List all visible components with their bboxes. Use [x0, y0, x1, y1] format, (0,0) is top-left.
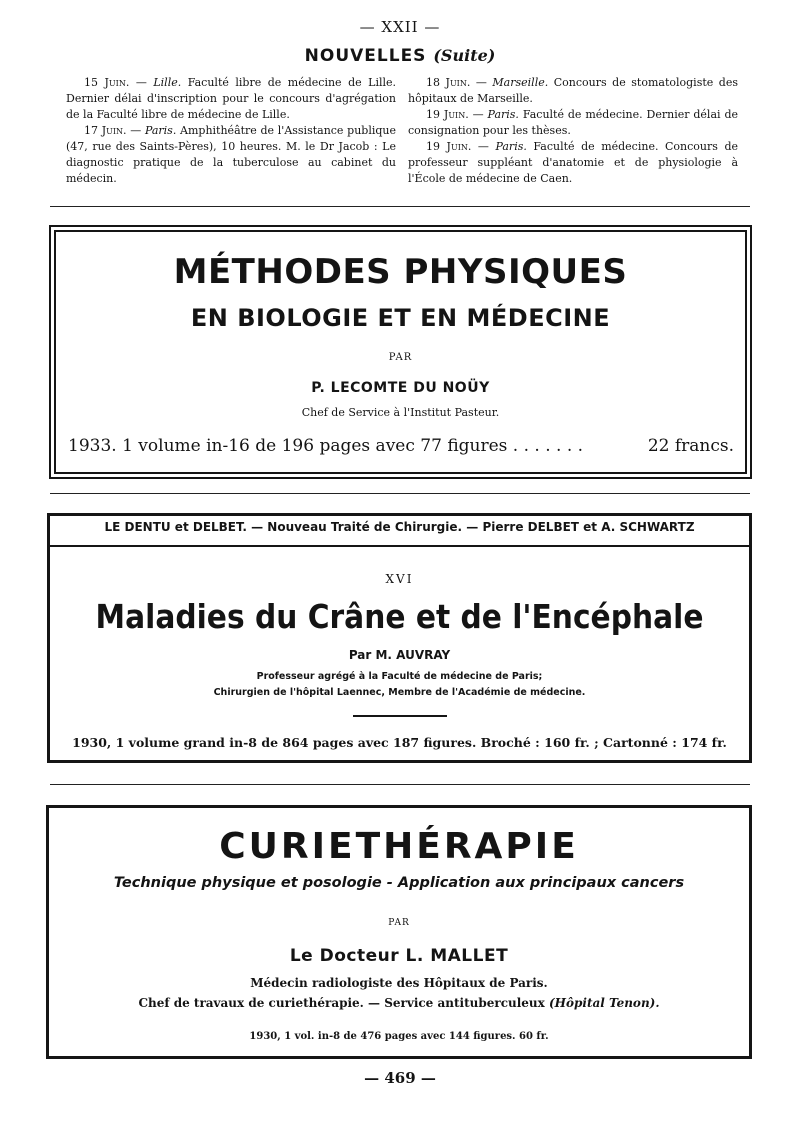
ad-curietherapie-subtitle: Technique physique et posologie - Application aux principaux cancers: [113, 875, 685, 891]
ad-methodes-role: Chef de Service à l'Institut Pasteur.: [301, 406, 500, 419]
news-sep: —: [129, 76, 154, 89]
news-date: 17 Juin.: [84, 124, 127, 137]
news-city: Lille.: [153, 76, 182, 89]
ad-methodes-price: 22 francs.: [647, 436, 734, 456]
news-date: 19 Juin.: [426, 108, 469, 121]
ad-maladies-details: 1930, 1 volume grand in-8 de 864 pages avec 187 figures. Broché : 160 fr. ; Cartonné : 174 fr.: [72, 735, 727, 750]
ad-curietherapie-role-1: Médecin radiologiste des Hôpitaux de Paris.: [250, 976, 548, 990]
news-column-left: [66, 75, 396, 187]
news-city: Paris.: [495, 140, 527, 153]
news-city: Paris.: [144, 124, 177, 137]
section-title: [0, 46, 800, 66]
news-city: Marseille.: [492, 76, 549, 89]
ad-curietherapie-role-2-text: Chef de travaux de curiethérapie. — Service antituberculeux: [138, 996, 545, 1010]
news-item: [408, 139, 738, 187]
news-sep: —: [471, 140, 496, 153]
news-sep: —: [470, 76, 493, 89]
news-text: Amphithéâtre de l'Assistance publique (47, rue des Saints-Pères), 10 heures. M. le Dr Jacob : Le diagnostic pratique de la tuberculose au cabinet du médecin.: [66, 124, 396, 185]
section-divider: [50, 784, 750, 785]
news-date: 19 Juin.: [426, 140, 472, 153]
ad-curietherapie-par: PAR: [388, 918, 410, 928]
ad-curietherapie-title: CURIETHÉRAPIE: [219, 826, 579, 867]
ad-curietherapie-hospital: (Hôpital Tenon).: [549, 996, 660, 1010]
ad-maladies-separator: [353, 715, 447, 717]
news-item: [66, 123, 396, 187]
section-title-text: NOUVELLES: [304, 46, 427, 66]
ad-maladies-frame: [47, 513, 752, 763]
section-title-suite: (Suite): [433, 46, 496, 65]
news-text: Faculté de médecine. Concours de professeur suppléant d'anatomie et de physiologie à l'École de médecine de Caen.: [408, 140, 738, 185]
page-number: — 469 —: [364, 1069, 436, 1087]
news-column-right: [408, 75, 738, 187]
ad-maladies-author: Par M. AUVRAY: [348, 648, 451, 662]
news-date: 15 Juin.: [84, 76, 130, 89]
news-sep: —: [468, 108, 488, 121]
ad-maladies-title: Maladies du Crâne et de l'Encéphale: [95, 597, 704, 636]
ad-maladies-role-1: Professeur agrégé à la Faculté de médecine de Paris;: [256, 671, 543, 682]
news-sep: —: [126, 124, 145, 137]
ad-curietherapie-author: Le Docteur L. MALLET: [289, 946, 509, 966]
ad-maladies-role-2: Chirurgien de l'hôpital Laennec, Membre de l'Académie de médecine.: [213, 687, 586, 698]
ad-maladies-volume: XVI: [385, 572, 414, 586]
news-item: [408, 107, 738, 139]
ad-methodes-title: MÉTHODES PHYSIQUES: [173, 252, 628, 292]
roman-page-number: — XXII —: [359, 18, 441, 36]
ad-maladies-series: LE DENTU et DELBET. — Nouveau Traité de Chirurgie. — Pierre DELBET et A. SCHWARTZ: [104, 520, 695, 534]
section-divider: [50, 493, 750, 494]
ad-maladies-series-rule: [50, 545, 749, 547]
news-text: Concours de stomatologiste des hôpitaux de Marseille.: [408, 76, 738, 105]
ad-curietherapie-role-2: [46, 996, 752, 1010]
ad-methodes-subtitle: EN BIOLOGIE ET EN MÉDECINE: [190, 304, 611, 332]
ad-methodes-par: PAR: [388, 352, 413, 363]
ad-methodes-details-text: 1933. 1 volume in-16 de 196 pages avec 77 figures . . . . . . .: [68, 436, 584, 456]
news-item: [66, 75, 396, 123]
section-divider: [50, 206, 750, 207]
ad-curietherapie-details: 1930, 1 vol. in-8 de 476 pages avec 144 figures. 60 fr.: [249, 1031, 549, 1042]
news-text: Faculté de médecine. Dernier délai de consignation pour les thèses.: [408, 108, 738, 137]
news-date: 18 Juin.: [426, 76, 471, 89]
ad-methodes-author: P. LECOMTE DU NOÜY: [311, 380, 490, 396]
news-city: Paris.: [487, 108, 519, 121]
news-item: [408, 75, 738, 107]
news-text: Faculté libre de médecine de Lille. Dernier délai d'inscription pour le concours d'agrégation de la Faculté libre de médecine de Lille.: [66, 76, 397, 121]
ad-methodes-details: [68, 436, 734, 456]
